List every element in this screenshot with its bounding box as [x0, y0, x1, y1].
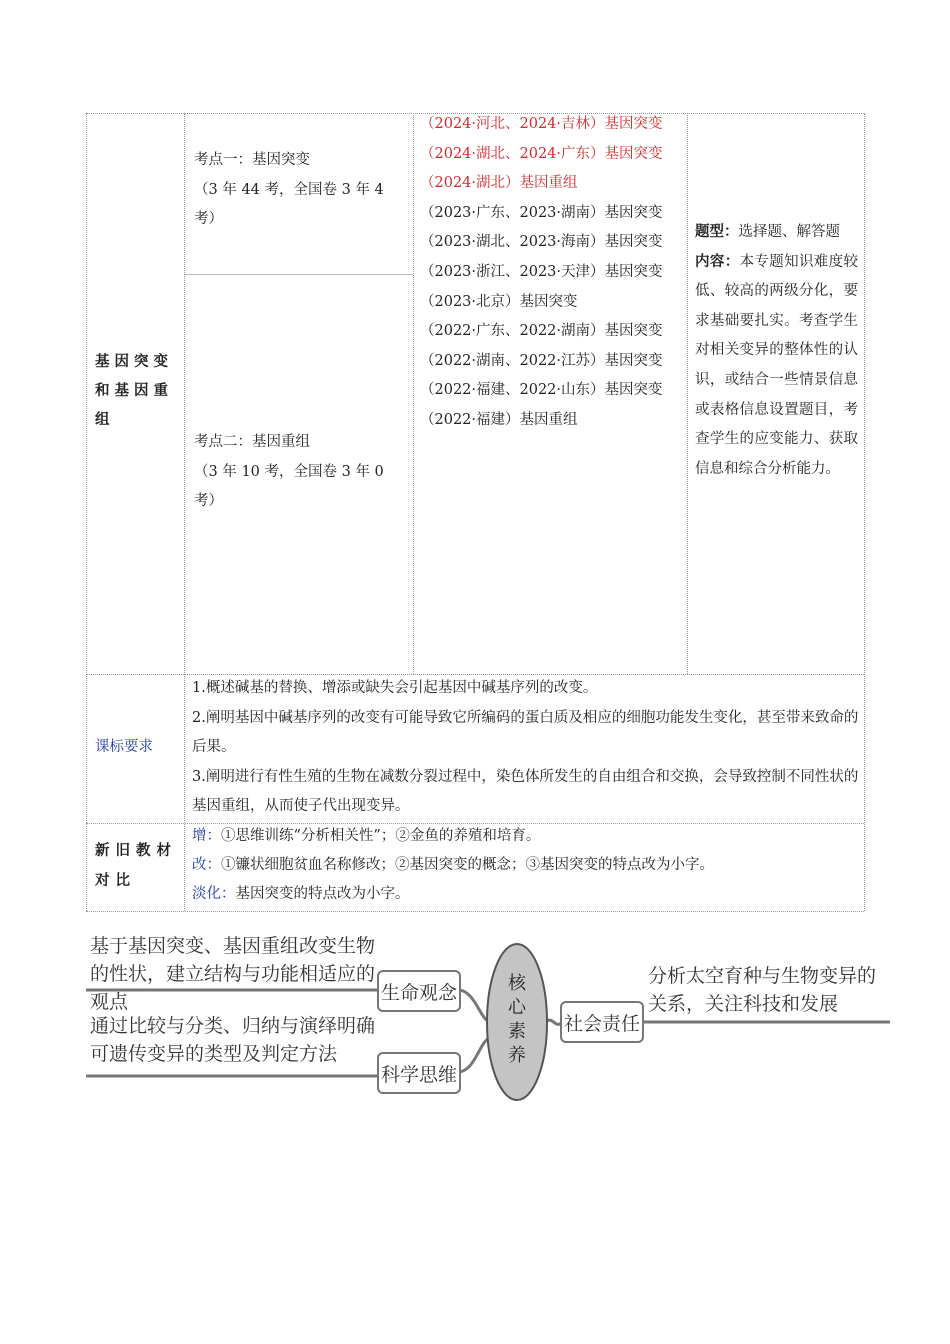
curriculum-standard-item: 3.阐明进行有性生殖的生物在减数分裂过程中，染色体所发生的自由组合和交换，会导致控制不同性状的基因重组，从而使子代出现变异。: [192, 768, 859, 815]
exam-history-item: （2022·福建、2022·山东）基因突变: [420, 382, 663, 399]
social-responsibility-desc: 分析太空育种与生物变异的关系，关注科技和发展: [648, 965, 877, 1015]
content-label: 内容：: [695, 253, 740, 270]
question-type-label: 题型：: [695, 224, 739, 240]
science-thinking-desc: 通过比较与分类、归纳与演绎明确可遗传变异的类型及判定方法: [90, 1015, 376, 1065]
curriculum-standard-label: 课标要求: [95, 739, 153, 755]
curriculum-standard-item: 2.阐明基因中碱基序列的改变有可能导致它所编码的蛋白质及相应的细胞功能发生变化，甚至带来致命的后果。: [192, 709, 859, 756]
compare-tag: 增：: [192, 828, 221, 844]
compare-tag: 淡化：: [192, 886, 236, 902]
exam-history-item: （2023·湖北、2023·海南）基因突变: [420, 234, 663, 251]
exam-history-item: （2023·广东、2023·湖南）基因突变: [420, 204, 663, 221]
exam-history-item: （2023·北京）基因突变: [420, 293, 578, 310]
exam-history-item: （2024·河北、2024·吉林）基因突变: [420, 116, 663, 132]
exam-point-1-title: 考点一：基因突变: [194, 152, 310, 168]
topic-label: 基因突变和基因重组: [95, 354, 173, 428]
exam-point-1-stat: （3 年 44 考，全国卷 3 年 4 考）: [194, 181, 384, 228]
exam-history-item: （2023·浙江、2023·天津）基因突变: [420, 263, 663, 280]
core-literacy-center: 核心素养: [508, 973, 526, 1066]
textbook-compare-label: 新旧教材对比: [95, 843, 177, 889]
exam-history-item: （2024·湖北）基因重组: [420, 175, 578, 192]
life-concept-desc: 基于基因突变、基因重组改变生物的性状，建立结构与功能相适应的观点: [90, 935, 376, 1013]
life-concept-label: 生命观念: [380, 981, 457, 1004]
exam-history-item: （2022·福建）基因重组: [420, 411, 578, 428]
exam-history-item: （2024·湖北、2024·广东）基因突变: [420, 145, 663, 162]
exam-point-2-title: 考点二：基因重组: [194, 434, 310, 450]
content-text: 本专题知识难度较低、较高的两级分化，要求基础要扎实。考查学生对相关变异的整体性的认识，或结合一些情景信息或表格信息设置题目，考查学生的应变能力、获取信息和综合分析能力。: [695, 253, 859, 477]
compare-text: ①思维训练“分析相关性”；②金鱼的养殖和培育。: [221, 828, 541, 844]
science-thinking-box: [377, 1052, 461, 1094]
social-responsibility-box: [560, 1001, 644, 1043]
exam-history-item: （2022·湖南、2022·江苏）基因突变: [420, 352, 663, 369]
curriculum-standard-item: 1.概述碱基的替换、增添或缺失会引起基因中碱基序列的改变。: [192, 680, 598, 696]
life-concept-box: [377, 970, 461, 1012]
exam-history-item: （2022·广东、2022·湖南）基因突变: [420, 323, 663, 340]
compare-text: 基因突变的特点改为小字。: [235, 886, 410, 902]
exam-point-2-stat: （3 年 10 考，全国卷 3 年 0 考）: [194, 463, 384, 510]
science-thinking-label: 科学思维: [380, 1063, 457, 1086]
social-responsibility-label: 社会责任: [563, 1012, 640, 1035]
compare-tag: 改：: [192, 857, 221, 873]
question-type-text: 选择题、解答题: [738, 224, 840, 240]
compare-text: ①镰状细胞贫血名称修改；②基因突变的概念；③基因突变的特点改为小字。: [221, 857, 714, 873]
